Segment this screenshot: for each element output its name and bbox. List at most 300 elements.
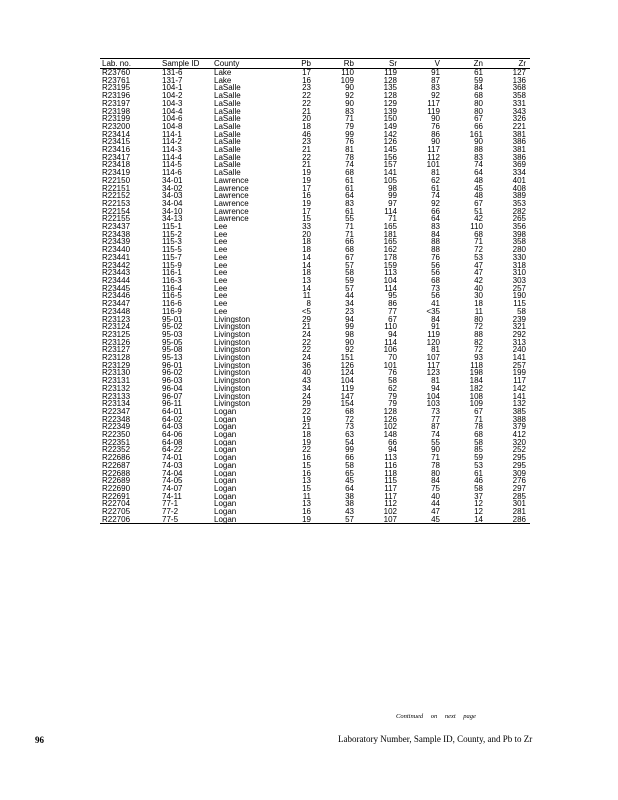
cell-lab-no: R23448 (102, 307, 131, 316)
cell-lab-no: R22688 (102, 469, 131, 478)
cell-zr: 265 (512, 215, 526, 224)
cell-pb: 16 (302, 76, 311, 85)
cell-v: 101 (426, 161, 440, 170)
cell-county: LaSalle (214, 84, 241, 93)
cell-rb: 99 (345, 446, 354, 455)
cell-sample-id: 64-02 (162, 415, 183, 424)
cell-v: 56 (431, 261, 440, 270)
cell-zr: 295 (512, 461, 526, 470)
cell-rb: 74 (345, 161, 354, 170)
cell-county: Lee (214, 261, 228, 270)
cell-v: 64 (431, 215, 440, 224)
cell-lab-no: R23443 (102, 269, 131, 277)
cell-sample-id: 34-01 (162, 176, 183, 185)
cell-rb: 98 (345, 330, 354, 339)
table-row (100, 108, 530, 116)
cell-sample-id: 34-03 (162, 192, 183, 200)
cell-lab-no: R22155 (102, 215, 131, 224)
cell-rb: 72 (345, 415, 354, 424)
cell-lab-no: R23197 (102, 99, 131, 108)
cell-lab-no: R22691 (102, 492, 131, 501)
cell-zr: 276 (512, 477, 526, 485)
cell-rb: 104 (340, 377, 354, 385)
cell-zn: 64 (474, 169, 483, 177)
cell-zn: 47 (474, 261, 483, 270)
cell-pb: 23 (302, 138, 311, 147)
cell-zr: 334 (512, 169, 526, 177)
cell-zn: 72 (474, 346, 483, 355)
cell-sr: 115 (384, 477, 397, 485)
cell-sr: 76 (388, 369, 397, 378)
cell-sr: 157 (383, 161, 397, 170)
cell-zr: 190 (512, 292, 526, 301)
cell-pb: 43 (302, 377, 311, 385)
cell-sr: 128 (383, 407, 397, 416)
table-row (100, 508, 530, 516)
cell-rb: 110 (341, 68, 354, 77)
cell-rb: 90 (345, 338, 354, 347)
table-row (100, 138, 530, 146)
cell-v: 120 (426, 338, 440, 347)
cell-lab-no: R22704 (102, 500, 131, 509)
data-table (100, 58, 530, 524)
table-row (100, 192, 530, 200)
cell-sr: 113 (384, 269, 397, 277)
cell-rb: 76 (345, 138, 354, 147)
cell-zr: 240 (512, 346, 526, 355)
cell-v: 107 (426, 354, 440, 362)
cell-sample-id: 114-1 (162, 130, 182, 139)
cell-zn: 82 (474, 338, 483, 347)
cell-rb: 66 (345, 454, 354, 462)
cell-zr: 321 (512, 323, 526, 331)
cell-pb: 16 (302, 469, 311, 478)
cell-county: Lee (214, 230, 228, 239)
cell-county: Livingston (214, 330, 251, 339)
cell-lab-no: R23134 (102, 400, 131, 408)
cell-zn: 71 (474, 238, 483, 247)
cell-rb: 64 (345, 192, 354, 200)
cell-v: 75 (431, 484, 440, 493)
table-row (100, 500, 530, 508)
cell-lab-no: R23132 (102, 384, 131, 393)
cell-county: LaSalle (214, 169, 241, 177)
cell-pb: 22 (302, 99, 311, 108)
cell-sample-id: 64-22 (162, 446, 183, 455)
cell-sr: 165 (383, 238, 397, 247)
cell-county: Logan (214, 500, 237, 509)
cell-sr: 101 (383, 361, 397, 370)
cell-zn: 18 (474, 300, 483, 308)
cell-zr: 295 (512, 454, 526, 462)
cell-pb: 34 (302, 384, 311, 393)
cell-pb: 13 (302, 477, 311, 485)
cell-county: Lee (214, 246, 228, 254)
cell-pb: 19 (302, 169, 311, 177)
continued-note: Continued on next page (396, 713, 476, 720)
cell-rb: 90 (345, 99, 354, 108)
cell-rb: 154 (340, 400, 354, 408)
cell-rb: 151 (340, 354, 354, 362)
cell-sample-id: 95-08 (162, 346, 183, 355)
cell-pb: 18 (302, 246, 311, 254)
cell-county: Lawrence (214, 176, 249, 185)
cell-pb: 22 (302, 92, 311, 100)
cell-county: Lee (214, 223, 228, 231)
cell-county: Logan (214, 438, 237, 447)
table-row (100, 431, 530, 439)
cell-sample-id: 114-3 (162, 146, 182, 154)
cell-county: LaSalle (214, 122, 241, 131)
table-row (100, 439, 530, 447)
cell-zr: 326 (512, 115, 526, 123)
cell-zn: 83 (474, 153, 483, 162)
cell-county: Logan (214, 508, 237, 516)
cell-v: 119 (427, 107, 440, 116)
cell-rb: 126 (340, 361, 354, 370)
cell-zn: 74 (474, 161, 483, 170)
cell-county: Logan (214, 415, 237, 424)
cell-county: Logan (214, 516, 272, 524)
cell-sr: 165 (383, 223, 397, 231)
cell-zn: 48 (474, 192, 483, 200)
cell-sample-id: 115-7 (162, 253, 182, 262)
cell-pb: 24 (302, 392, 311, 401)
cell-rb: 71 (345, 230, 354, 239)
cell-sample-id: 96-04 (162, 384, 183, 393)
table-row (100, 316, 530, 324)
cell-county: Logan (214, 484, 237, 493)
cell-v: 47 (431, 508, 440, 516)
cell-lab-no: R23447 (102, 300, 131, 308)
cell-zr: 356 (512, 223, 526, 231)
cell-lab-no: R23438 (102, 230, 131, 239)
cell-sr: 62 (388, 384, 397, 393)
cell-lab-no: R23195 (102, 84, 131, 93)
table-row (100, 446, 530, 454)
cell-zn: 42 (474, 276, 483, 285)
cell-sr: 94 (388, 330, 397, 339)
table-row (100, 323, 530, 331)
cell-pb: 29 (302, 400, 311, 408)
cell-sr: 139 (383, 107, 397, 116)
cell-zr: 389 (512, 192, 526, 200)
cell-pb: 19 (272, 516, 315, 524)
table-row (100, 177, 530, 185)
cell-lab-no: R22706 (100, 516, 154, 524)
cell-v: 61 (431, 184, 440, 193)
cell-zn: 109 (469, 400, 483, 408)
cell-sr: 110 (384, 323, 397, 331)
cell-sample-id: 104-1 (162, 84, 183, 93)
table-row (100, 416, 530, 424)
cell-v: 104 (426, 392, 440, 401)
cell-zn: 12 (474, 500, 483, 509)
cell-sample-id: 64-06 (162, 431, 183, 439)
cell-sr: 71 (388, 215, 397, 224)
cell-zn: 12 (474, 508, 483, 516)
header-zn: Zn (444, 59, 487, 69)
cell-county: Livingston (214, 361, 251, 370)
cell-rb: 23 (345, 307, 354, 316)
cell-zr: 386 (512, 153, 526, 162)
cell-sr: 79 (388, 400, 397, 408)
cell-zn: 45 (474, 184, 483, 193)
cell-v: 71 (431, 454, 440, 462)
cell-sample-id: 74-07 (162, 484, 183, 493)
header-rb: Rb (315, 59, 358, 69)
cell-zr: 318 (512, 261, 526, 270)
table-row (100, 169, 530, 177)
cell-v: 44 (431, 500, 440, 509)
cell-zr: 313 (512, 338, 526, 347)
cell-zn: 182 (469, 384, 483, 393)
cell-v: 83 (431, 84, 440, 93)
cell-rb: 66 (345, 238, 354, 247)
cell-v: 80 (431, 469, 440, 478)
cell-zr: 239 (512, 315, 526, 324)
cell-lab-no: R22153 (102, 199, 131, 208)
cell-sample-id: 116-4 (162, 284, 182, 293)
cell-lab-no: R22347 (102, 407, 131, 416)
cell-county: Lawrence (214, 192, 249, 200)
table-row (100, 238, 530, 246)
cell-lab-no: R23444 (102, 276, 131, 285)
cell-zn: 67 (474, 199, 483, 208)
cell-zn: 61 (474, 469, 483, 478)
header-v: V (401, 59, 444, 69)
cell-sample-id: 115-3 (162, 238, 182, 247)
cell-rb: 83 (345, 107, 354, 116)
cell-county: Logan (214, 407, 237, 416)
cell-rb: 94 (345, 315, 354, 324)
cell-sr: 150 (383, 115, 397, 123)
table-row (100, 161, 530, 169)
cell-v: 81 (431, 169, 440, 177)
cell-v: 41 (431, 300, 440, 308)
cell-rb: 68 (345, 246, 354, 254)
cell-zn: 84 (474, 84, 483, 93)
cell-lab-no: R23196 (102, 92, 131, 100)
cell-county: Livingston (214, 346, 251, 355)
cell-zr: 303 (512, 276, 526, 285)
cell-lab-no: R23124 (102, 323, 131, 331)
cell-zn: 88 (474, 330, 483, 339)
cell-pb: 19 (302, 176, 311, 185)
cell-v: 87 (431, 76, 440, 85)
cell-county: Lee (214, 276, 228, 285)
cell-county: Logan (214, 461, 237, 470)
cell-county: Logan (214, 423, 237, 432)
cell-zr: 132 (512, 400, 526, 408)
cell-sr: 99 (388, 192, 397, 200)
cell-pb: 19 (302, 438, 311, 447)
cell-rb: 109 (340, 76, 354, 85)
cell-sample-id: 104-4 (162, 107, 183, 116)
cell-sample-id: 77-5 (154, 516, 214, 524)
cell-county: Livingston (214, 369, 251, 378)
cell-pb: 19 (302, 415, 311, 424)
cell-sample-id: 95-03 (162, 330, 183, 339)
cell-sr: 128 (383, 76, 397, 85)
cell-rb: 71 (345, 115, 354, 123)
cell-v: 92 (431, 92, 440, 100)
cell-county: Livingston (214, 400, 251, 408)
table-row (100, 423, 530, 431)
cell-zr: 297 (512, 484, 526, 493)
table-row (100, 300, 530, 308)
cell-pb: 15 (302, 461, 311, 470)
cell-sample-id: 96-11 (162, 400, 182, 408)
cell-rb: 119 (341, 384, 354, 393)
cell-sample-id: 104-6 (162, 115, 183, 123)
cell-v: 90 (431, 446, 440, 455)
cell-sr: 145 (383, 146, 397, 154)
cell-pb: 11 (302, 492, 311, 501)
cell-sr: 148 (383, 431, 397, 439)
cell-sample-id: 77-2 (162, 508, 179, 516)
cell-sample-id: 104-8 (162, 122, 183, 131)
table-row (100, 154, 530, 162)
cell-sample-id: 95-13 (162, 354, 183, 362)
cell-zn: 85 (474, 446, 483, 455)
cell-zr: 221 (512, 122, 526, 131)
cell-lab-no: R22152 (102, 192, 131, 200)
cell-zn: 67 (474, 407, 483, 416)
cell-county: LaSalle (214, 161, 241, 170)
page-footer-title: Laboratory Number, Sample ID, County, and Pb to Zr (338, 734, 533, 744)
cell-county: Logan (214, 454, 237, 462)
cell-pb: 18 (302, 269, 311, 277)
cell-v: 87 (431, 423, 440, 432)
cell-county: Lawrence (214, 207, 249, 216)
table-row (100, 200, 530, 208)
cell-zr: 331 (512, 99, 526, 108)
cell-pb: 24 (302, 354, 311, 362)
cell-zr: 257 (512, 361, 526, 370)
cell-sr: 118 (384, 469, 397, 478)
cell-v: 112 (427, 153, 440, 162)
cell-v: 91 (431, 323, 440, 331)
cell-pb: 21 (302, 423, 311, 432)
cell-sample-id: 114-2 (162, 138, 182, 147)
cell-sample-id: 64-08 (162, 438, 183, 447)
cell-zr: 353 (512, 199, 526, 208)
table-row (100, 339, 530, 347)
cell-pb: 20 (302, 230, 311, 239)
header-pb: Pb (272, 59, 315, 69)
cell-zn: 58 (474, 484, 483, 493)
cell-zr: 358 (512, 92, 526, 100)
table-row (100, 477, 530, 485)
cell-rb: 57 (345, 261, 354, 270)
table-row (100, 470, 530, 478)
cell-zr: 408 (512, 184, 526, 193)
cell-sr: 77 (388, 307, 397, 316)
cell-rb: 99 (345, 323, 354, 331)
cell-zr: 385 (512, 407, 526, 416)
cell-county: LaSalle (214, 99, 241, 108)
cell-v: 84 (431, 477, 440, 485)
cell-sample-id: 114-5 (162, 161, 182, 170)
cell-zn: 14 (444, 516, 487, 524)
cell-county: Lee (214, 269, 228, 277)
cell-zr: 310 (512, 269, 526, 277)
table-row (100, 208, 530, 216)
cell-sample-id: 96-03 (162, 377, 183, 385)
cell-county: LaSalle (214, 130, 241, 139)
table-row (100, 215, 530, 223)
cell-sr: 142 (383, 130, 397, 139)
cell-rb: 124 (340, 369, 354, 378)
table-row (100, 254, 530, 262)
cell-rb: 59 (345, 276, 354, 285)
cell-sr: 106 (383, 346, 397, 355)
cell-zn: 78 (474, 423, 483, 432)
cell-sr: 66 (388, 438, 397, 447)
cell-zn: 58 (474, 438, 483, 447)
cell-rb: 92 (345, 346, 354, 355)
cell-rb: 57 (345, 284, 354, 293)
cell-lab-no: R22154 (102, 207, 131, 216)
table-row (100, 84, 530, 92)
cell-county: LaSalle (214, 146, 241, 154)
table-row (100, 462, 530, 470)
cell-zr: 282 (512, 207, 526, 216)
table-body (100, 69, 530, 524)
cell-v: <35 (426, 307, 440, 316)
cell-county: Livingston (214, 377, 251, 385)
cell-sample-id: 116-6 (162, 300, 182, 308)
cell-lab-no: R22351 (102, 438, 131, 447)
cell-lab-no: R23199 (102, 115, 131, 123)
cell-pb: 15 (302, 484, 311, 493)
cell-lab-no: R23414 (102, 130, 131, 139)
cell-zr: 141 (512, 392, 526, 401)
cell-zr: 117 (513, 377, 526, 385)
cell-county: Livingston (214, 338, 251, 347)
cell-sr: 79 (388, 392, 397, 401)
cell-lab-no: R23760 (102, 68, 131, 77)
cell-zn: 88 (474, 146, 483, 154)
cell-lab-no: R23126 (102, 338, 131, 347)
cell-lab-no: R23761 (102, 76, 131, 85)
table-row (100, 400, 530, 408)
cell-zr: 412 (512, 431, 526, 439)
cell-zr: 369 (512, 161, 526, 170)
cell-county: Lawrence (214, 215, 249, 224)
cell-v: 78 (431, 461, 440, 470)
cell-county: Livingston (214, 315, 251, 324)
cell-rb: 67 (345, 253, 354, 262)
cell-lab-no: R22350 (102, 431, 131, 439)
table-row (100, 185, 530, 193)
header-lab-no: Lab. no. (100, 59, 154, 69)
cell-v: 81 (431, 346, 440, 355)
cell-sr: 114 (384, 338, 397, 347)
cell-sr: 114 (384, 207, 397, 216)
table-row (100, 269, 530, 277)
cell-sample-id: 96-02 (162, 369, 183, 378)
cell-county: Logan (214, 492, 237, 501)
cell-zn: 51 (474, 207, 483, 216)
cell-rb: 61 (345, 176, 354, 185)
cell-pb: 23 (302, 84, 311, 93)
cell-v: 55 (431, 438, 440, 447)
cell-pb: 29 (302, 315, 311, 324)
cell-pb: 22 (302, 407, 311, 416)
cell-pb: 22 (302, 338, 311, 347)
